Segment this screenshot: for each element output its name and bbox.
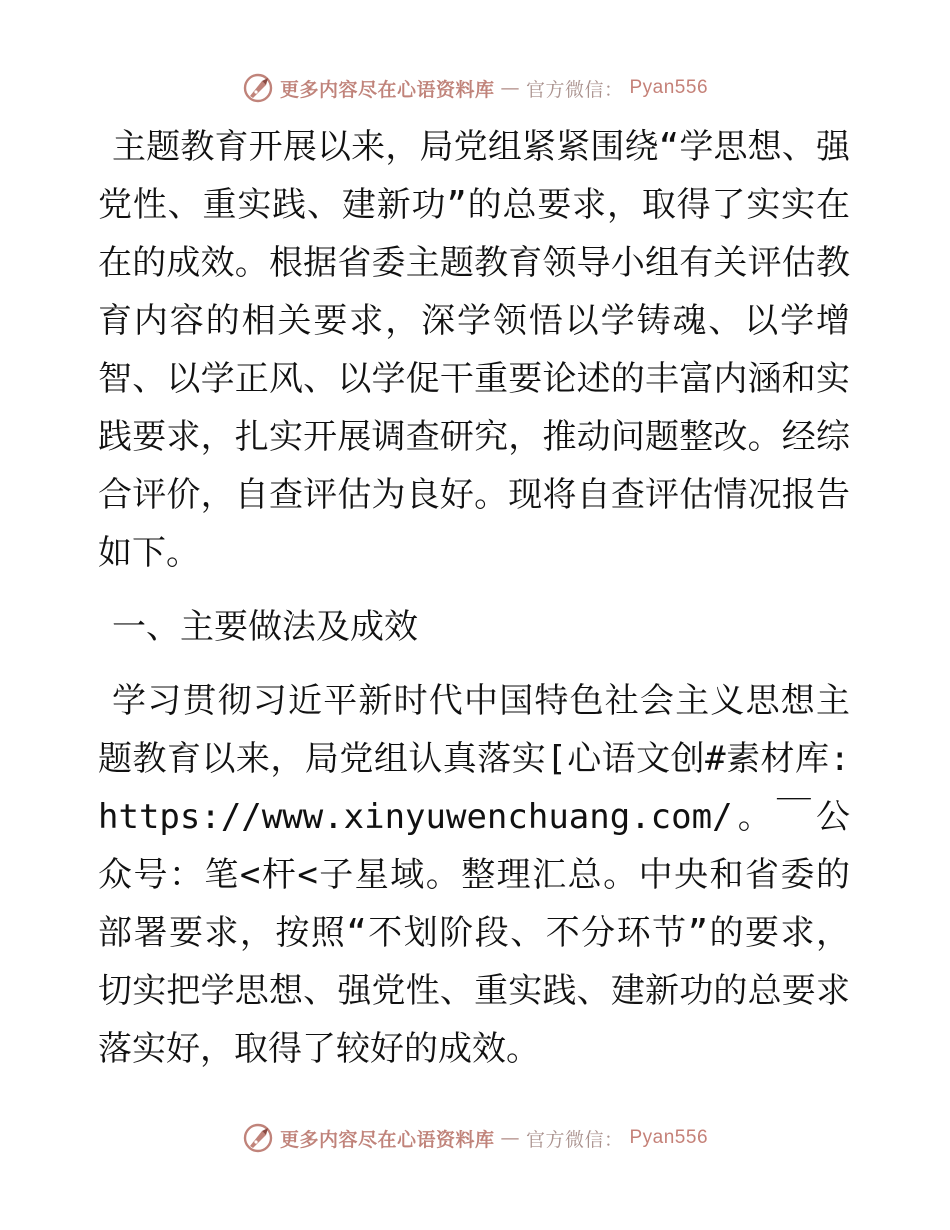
watermark-wechat-label: 官方微信：: [525, 1128, 624, 1151]
watermark-wechat-label: 官方微信：: [525, 78, 624, 101]
watermark-wechat-id: Pyan556: [629, 1127, 709, 1148]
watermark-wechat-id: Pyan556: [629, 77, 709, 98]
pen-nib-logo-icon: [242, 1122, 274, 1154]
footer-watermark: [0, 1122, 950, 1154]
header-watermark: [0, 72, 950, 104]
paragraph-practice: 学习贯彻习近平新时代中国特色社会主义思想主题教育以来，局党组认真落实[心语文创#素材库:https://www.xinyuwenchuang.com/。￣公众号：笔<杆<子星域。整理汇总。中央和省委的部署要求，按照“不划阶段、不分环节”的要求，切实把学思想、强党性、重实践、建新功的总要求落实好，取得了较好的成效。: [98, 681, 850, 1069]
paragraph-intro: 主题教育开展以来，局党组紧紧围绕“学思想、强党性、重实践、建新功”的总要求，取得了实实在在的成效。根据省委主题教育领导小组有关评估教育内容的相关要求，深学领悟以学铸魂、以学增智、以学正风、以学促干重要论述的丰富内涵和实践要求，扎实开展调查研究，推动问题整改。经综合评价，自查评估为良好。现将自查评估情况报告如下。: [98, 127, 850, 573]
pen-nib-logo-icon: [242, 72, 274, 104]
document-body: [98, 118, 850, 1094]
section-heading-1: 一、主要做法及成效: [112, 607, 418, 647]
watermark-separator: —: [500, 77, 520, 99]
watermark-separator: —: [500, 1127, 520, 1149]
watermark-brand-text: 更多内容尽在心语资料库: [279, 78, 495, 101]
watermark-brand-text: 更多内容尽在心语资料库: [279, 1128, 495, 1151]
